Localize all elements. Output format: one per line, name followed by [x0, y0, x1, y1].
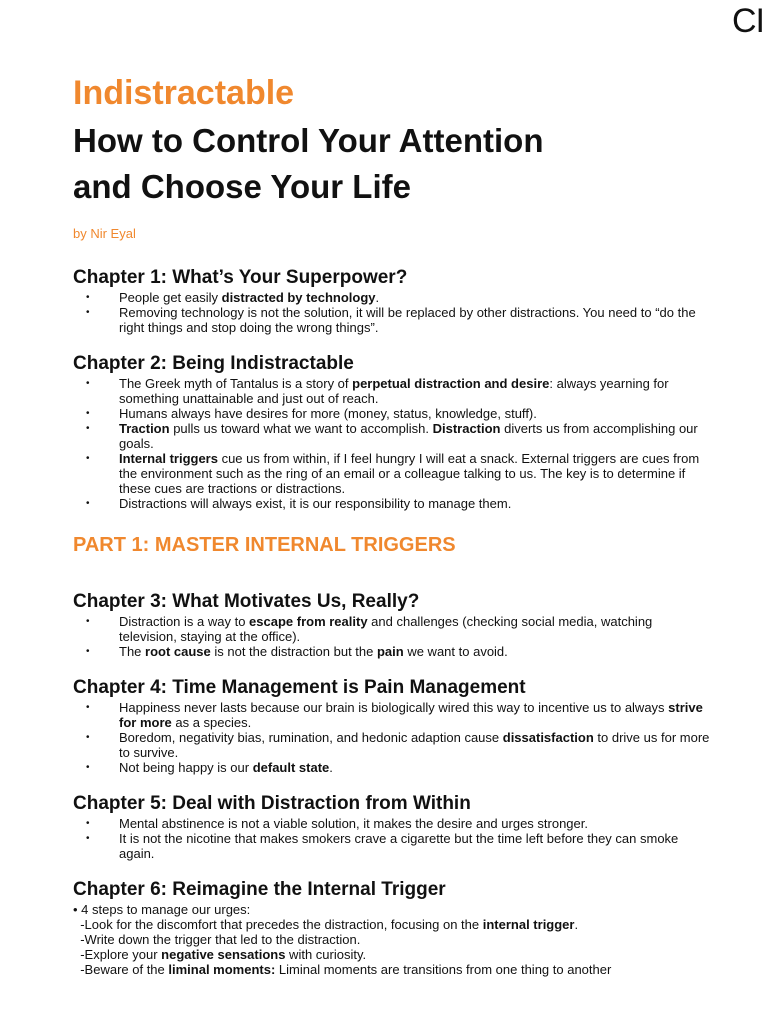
bullet-list: [73, 376, 713, 511]
list-item: • It is not the nicotine that makes smokers crave a cigarette but the time left before they can smoke again.: [73, 831, 713, 861]
list-item: • The Greek myth of Tantalus is a story of perpetual distraction and desire: always yearning for something unattainable and just out of reach.: [73, 376, 713, 406]
subtitle-line-1: How to Control Your Attention: [73, 122, 544, 159]
bullet-list: [73, 614, 713, 659]
chapter-2: [73, 353, 713, 511]
list-item: • Not being happy is our default state.: [73, 760, 713, 775]
list-item: • Humans always have desires for more (money, status, knowledge, stuff).: [73, 406, 713, 421]
list-item: • People get easily distracted by technology.: [73, 290, 713, 305]
list-item: • The root cause is not the distraction but the pain we want to avoid.: [73, 644, 713, 659]
chapter-title: Chapter 5: Deal with Distraction from Within: [73, 793, 471, 814]
document-page: [73, 74, 713, 977]
author-byline: by Nir Eyal: [73, 226, 136, 241]
steps-list: [73, 902, 713, 977]
subtitle-line-2: and Choose Your Life: [73, 168, 411, 205]
list-item: • Distraction is a way to escape from reality and challenges (checking social media, watching television, staying at the office).: [73, 614, 713, 644]
book-subtitle: [73, 118, 713, 210]
book-title: Indistractable: [73, 74, 295, 112]
list-item: • Mental abstinence is not a viable solution, it makes the desire and urges stronger.: [73, 816, 713, 831]
list-item: • Boredom, negativity bias, rumination, and hedonic adaption cause dissatisfaction to drive us for more to survive.: [73, 730, 713, 760]
list-item: -Look for the discomfort that precedes the distraction, focusing on the internal trigger.: [73, 917, 579, 932]
chapter-1: [73, 267, 713, 335]
chapter-title: Chapter 1: What’s Your Superpower?: [73, 267, 408, 288]
list-item: -Beware of the liminal moments: Liminal moments are transitions from one thing to another: [73, 962, 612, 977]
list-item: • Traction pulls us toward what we want to accomplish. Distraction diverts us from accomplishing our goals.: [73, 421, 713, 451]
list-item: • Removing technology is not the solution, it will be replaced by other distractions. You need to “do the right things and stop doing the wrong things”.: [73, 305, 713, 335]
chapter-title: Chapter 4: Time Management is Pain Management: [73, 677, 526, 698]
bullet-list: [73, 290, 713, 335]
chapter-6: [73, 879, 713, 977]
bullet-list: [73, 816, 713, 861]
bullet-list: [73, 700, 713, 775]
list-item: -Write down the trigger that led to the distraction.: [73, 932, 361, 947]
list-item: -Explore your negative sensations with curiosity.: [73, 947, 367, 962]
chapter-4: [73, 677, 713, 775]
chapter-title: Chapter 2: Being Indistractable: [73, 353, 354, 374]
chapter-3: [73, 591, 713, 659]
chapter-5: [73, 793, 713, 861]
part-heading: PART 1: MASTER INTERNAL TRIGGERS: [73, 534, 456, 556]
list-item: • Happiness never lasts because our brain is biologically wired this way to incentive us to always strive for more as a species.: [73, 700, 713, 730]
corner-logo: CI: [732, 2, 764, 40]
list-item: • Internal triggers cue us from within, if I feel hungry I will eat a snack. External triggers are cues from the environment such as the ring of an email or a colleague talking to us. The key is to determine if these cues are tractions or distractions.: [73, 451, 713, 496]
list-item: • 4 steps to manage our urges:: [73, 902, 251, 917]
list-item: • Distractions will always exist, it is our responsibility to manage them.: [73, 496, 713, 511]
chapter-title: Chapter 6: Reimagine the Internal Trigger: [73, 879, 446, 900]
chapter-title: Chapter 3: What Motivates Us, Really?: [73, 591, 420, 612]
